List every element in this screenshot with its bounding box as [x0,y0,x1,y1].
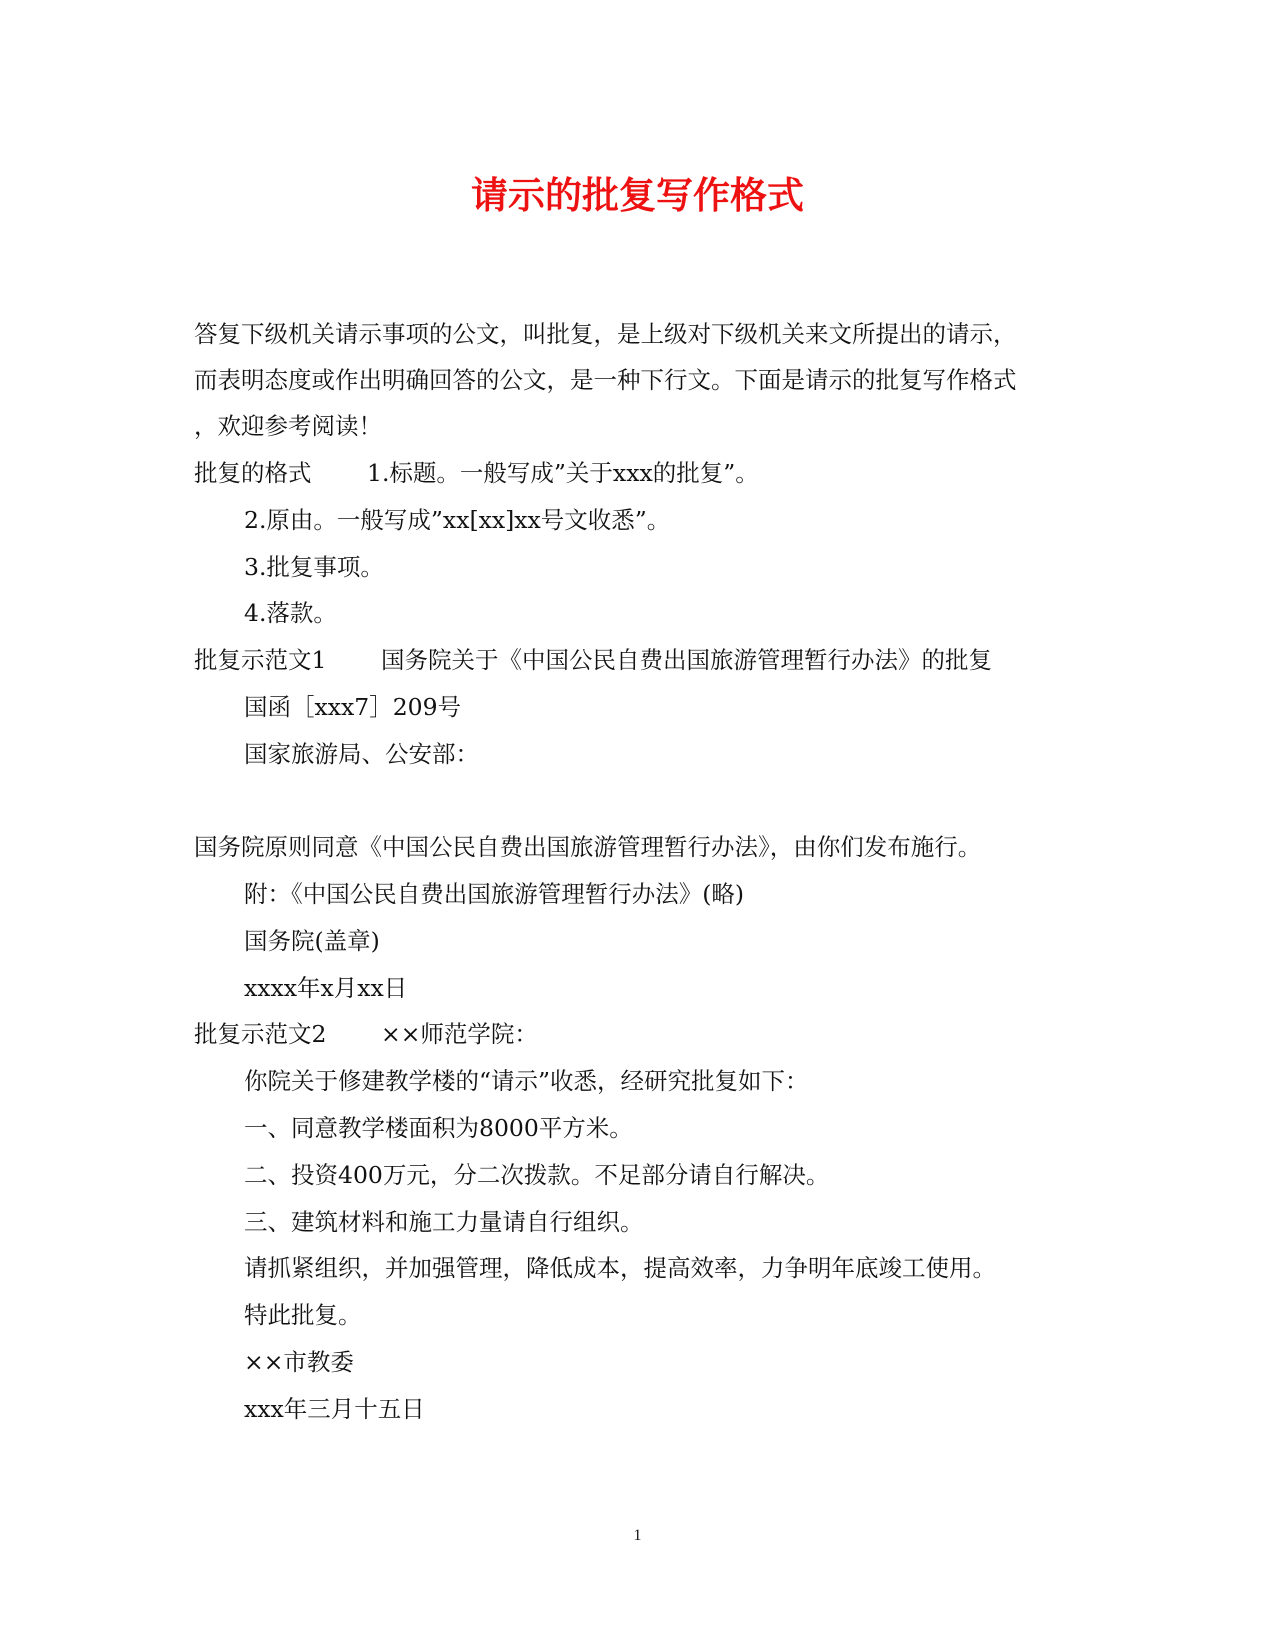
example1-recipients: 国家旅游局、公安部： [244,740,479,768]
format-item-1: 1.标题。一般写成”关于xxx的批复”。 [367,459,759,487]
intro-line-1: 答复下级机关请示事项的公文，叫批复，是上级对下级机关来文所提出的请示， [194,320,1017,348]
example2-recipient: ××师范学院： [381,1020,538,1048]
example2-heading: 批复示范文2 [194,1020,327,1048]
example1-heading: 批复示范文1 [194,646,327,674]
example2-opening: 你院关于修建教学楼的“请示”收悉，经研究批复如下： [244,1067,809,1095]
example2-date: xxx年三月十五日 [244,1395,425,1423]
example1-doc-number: 国函［xxx7］209号 [244,693,462,721]
intro-line-2: 而表明态度或作出明确回答的公文，是一种下行文。下面是请示的批复写作格式 [194,366,1017,394]
page-title: 请示的批复写作格式 [471,173,804,217]
example2-closing: 请抓紧组织，并加强管理，降低成本，提高效率，力争明年底竣工使用。 [244,1254,996,1282]
example1-attachment: 附：《中国公民自费出国旅游管理暂行办法》(略) [244,880,745,908]
example1-title: 国务院关于《中国公民自费出国旅游管理暂行办法》的批复 [381,646,992,674]
example1-body: 国务院原则同意《中国公民自费出国旅游管理暂行办法》，由你们发布施行。 [194,833,982,861]
page-number: 1 [633,1527,642,1544]
format-heading: 批复的格式 [194,459,312,487]
example1-date: xxxx年x月xx日 [244,974,408,1002]
format-item-3: 3.批复事项。 [244,553,384,581]
example2-ending: 特此批复。 [244,1301,362,1329]
example2-point-1: 一、同意教学楼面积为8000平方米。 [244,1114,633,1142]
example2-point-3: 三、建筑材料和施工力量请自行组织。 [244,1208,644,1236]
format-item-4: 4.落款。 [244,599,337,627]
intro-line-3: ，欢迎参考阅读！ [194,412,382,440]
format-item-2: 2.原由。一般写成”xx[xx]xx号文收悉”。 [244,506,671,534]
example1-signature: 国务院(盖章) [244,927,380,955]
example2-signature: ××市教委 [244,1348,354,1376]
example2-point-2: 二、投资400万元，分二次拨款。不足部分请自行解决。 [244,1161,830,1189]
